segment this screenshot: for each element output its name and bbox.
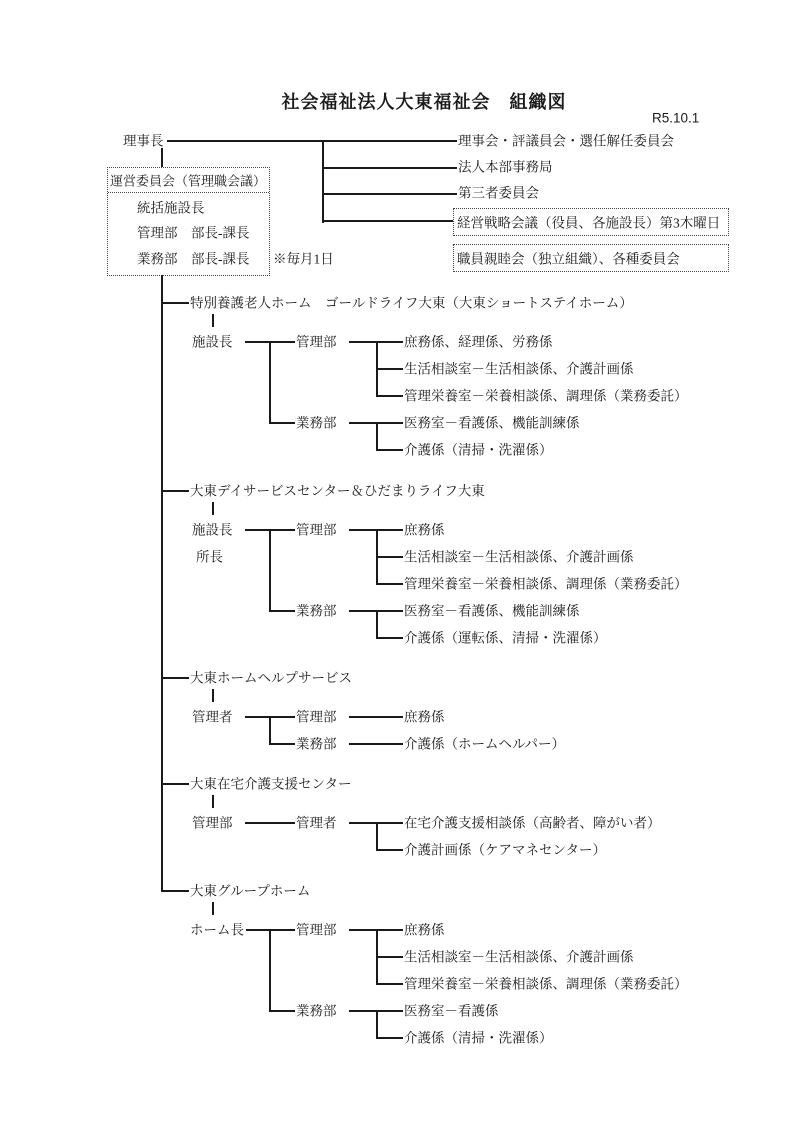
facility-name: 特別養護老人ホーム ゴールドライフ大東（大東ショートステイホーム） xyxy=(190,295,633,311)
connector-line xyxy=(161,302,189,304)
connector-line xyxy=(269,1010,295,1012)
spine-line xyxy=(161,275,163,892)
unit-label: 介護係（運転係、清掃・洗濯係） xyxy=(404,630,607,646)
connector-line xyxy=(212,795,214,808)
unit-label: 生活相談室－生活相談係、介護計画係 xyxy=(404,549,634,565)
unit-label: 介護係（ホームヘルパー） xyxy=(404,736,566,752)
facility-name: 大東デイサービスセンター＆ひだまりライフ大東 xyxy=(190,483,485,499)
unit-label: 管理栄養室－栄養相談係、調理係（業務委託） xyxy=(404,976,688,992)
connector-line xyxy=(212,502,214,515)
unit-label: 医務室－看護係 xyxy=(404,1003,499,1019)
connector-line xyxy=(269,929,271,1012)
management-committee-item: 業務部 部長-課長 xyxy=(137,251,250,267)
connector-line xyxy=(376,368,403,370)
affiliate-label: 理事会・評議員会・選任解任委員会 xyxy=(458,133,674,149)
connector-line xyxy=(212,689,214,702)
management-committee-item: 管理部 部長-課長 xyxy=(137,225,250,241)
connector-line xyxy=(376,610,378,639)
connector-line xyxy=(376,1037,403,1039)
connector-line xyxy=(161,890,189,892)
unit-label: 生活相談室－生活相談係、介護計画係 xyxy=(404,361,634,377)
connector-line xyxy=(322,220,454,222)
management-committee-item: 統括施設長 xyxy=(137,200,205,216)
page-title: 社会福祉法人大東福祉会 組織図 xyxy=(281,92,567,112)
connector-line xyxy=(376,583,403,585)
unit-label: 管理栄養室－栄養相談係、調理係（業務委託） xyxy=(404,388,688,404)
connector-line xyxy=(376,422,378,451)
unit-label: 生活相談室－生活相談係、介護計画係 xyxy=(404,949,634,965)
unit-label: 在宅介護支援相談係（高齢者、障がい者） xyxy=(404,815,661,831)
connector-line xyxy=(376,556,403,558)
connector-line xyxy=(376,983,403,985)
facility-name: 大東在宅介護支援センター xyxy=(190,776,352,792)
unit-label: 医務室－看護係、機能訓練係 xyxy=(404,415,580,431)
dept-label: 業務部 xyxy=(296,736,337,752)
facility-head: 管理者 xyxy=(192,709,233,725)
monthly-note: ※毎月1日 xyxy=(273,251,334,267)
connector-line xyxy=(161,783,189,785)
dept-label: 管理部 xyxy=(296,334,337,350)
connector-line xyxy=(376,956,403,958)
affiliate-label: 法人本部事務局 xyxy=(458,159,553,175)
connector-line xyxy=(212,314,214,327)
unit-label: 庶務係 xyxy=(404,522,445,538)
facility-name: 大東ホームヘルプサービス xyxy=(190,670,352,686)
connector-line xyxy=(269,743,295,745)
dept-label: 業務部 xyxy=(296,415,337,431)
connector-line xyxy=(161,490,189,492)
connector-line xyxy=(167,140,457,142)
connector-line xyxy=(322,193,457,195)
box-divider xyxy=(108,192,269,193)
dept-label: 業務部 xyxy=(296,603,337,619)
connector-line xyxy=(161,677,189,679)
connector-line xyxy=(322,140,324,223)
facility-head: 施設長 xyxy=(192,334,233,350)
management-committee-header: 運営委員会（管理職会議） xyxy=(109,173,267,189)
affiliate-label: 第三者委員会 xyxy=(458,185,539,201)
facility-head: ホーム長 xyxy=(190,922,244,938)
connector-line xyxy=(245,822,295,824)
facility-head: 施設長 xyxy=(192,522,233,538)
revision-date: R5.10.1 xyxy=(652,110,700,126)
unit-label: 管理栄養室－栄養相談係、調理係（業務委託） xyxy=(404,576,688,592)
connector-line xyxy=(376,395,403,397)
dept-label: 管理部 xyxy=(296,709,337,725)
connector-line xyxy=(376,637,403,639)
dept-label: 管理部 xyxy=(296,922,337,938)
connector-line xyxy=(322,167,457,169)
connector-line xyxy=(269,610,295,612)
unit-label: 医務室－看護係、機能訓練係 xyxy=(404,603,580,619)
unit-label: 介護計画係（ケアマネセンター） xyxy=(404,842,606,858)
dept-label: 業務部 xyxy=(296,1003,337,1019)
connector-line xyxy=(269,529,271,612)
unit-label: 庶務係、経理係、労務係 xyxy=(404,334,553,350)
social-club-label: 職員親睦会（独立組織）、各種委員会 xyxy=(457,251,680,267)
connector-line xyxy=(349,743,403,745)
facility-head: 所長 xyxy=(196,549,223,565)
unit-label: 庶務係 xyxy=(404,709,445,725)
unit-label: 介護係（清掃・洗濯係） xyxy=(404,442,553,458)
connector-line xyxy=(269,422,295,424)
connector-line xyxy=(376,822,378,851)
connector-line xyxy=(269,341,271,424)
chairman-label: 理事長 xyxy=(123,133,164,149)
connector-line xyxy=(376,1010,378,1039)
connector-line xyxy=(376,449,403,451)
facility-name: 大東グループホーム xyxy=(190,883,311,899)
connector-line xyxy=(212,902,214,915)
dept-label: 管理部 xyxy=(296,522,337,538)
dept-label: 管理者 xyxy=(296,815,337,831)
connector-line xyxy=(349,716,403,718)
unit-label: 庶務係 xyxy=(404,922,445,938)
facility-head: 管理部 xyxy=(192,815,233,831)
connector-line xyxy=(269,716,271,745)
connector-line xyxy=(376,849,403,851)
connector-line xyxy=(161,148,163,167)
strategy-meeting-label: 経営戦略会議（役員、各施設長）第3木曜日 xyxy=(457,215,721,231)
unit-label: 介護係（清掃・洗濯係） xyxy=(404,1030,553,1046)
